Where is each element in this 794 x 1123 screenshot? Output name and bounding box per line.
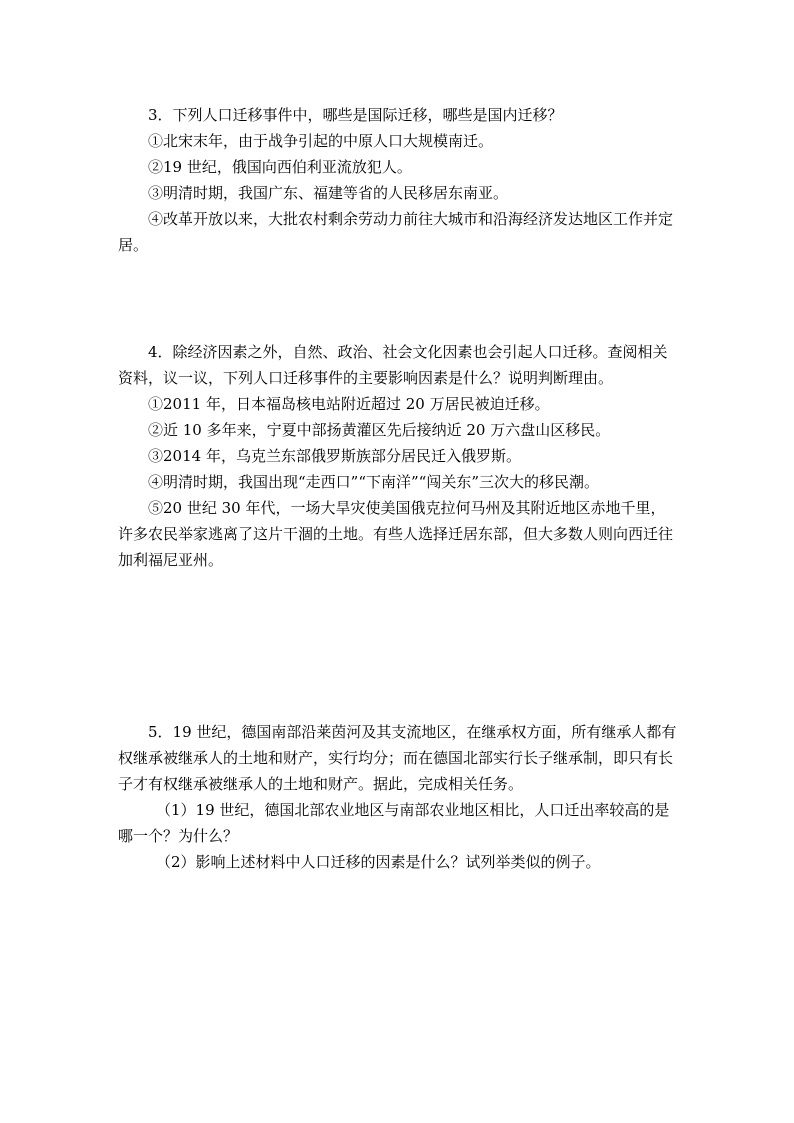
question-4-item-4: ④明清时期，我国出现“走西口”“下南洋”“闯关东”三次大的移民潮。 [148, 473, 600, 491]
question-3-stem: 3．下列人口迁移事件中，哪些是国际迁移，哪些是国内迁移？ [148, 106, 563, 124]
question-3-item-2: ②19 世纪，俄国向西伯利亚流放犯人。 [148, 158, 412, 176]
question-4-item-3: ③2014 年，乌克兰东部俄罗斯族部分居民迁入俄罗斯。 [148, 447, 521, 465]
question-3-item-3: ③明清时期，我国广东、福建等省的人民移居东南亚。 [148, 184, 509, 202]
question-3-item-1: ①北宋末年，由于战争引起的中原人口大规模南迁。 [148, 132, 494, 150]
question-4 [118, 339, 678, 573]
question-5 [118, 719, 678, 875]
question-4-item-2: ②近 10 多年来，宁夏中部扬黄灌区先后接纳近 20 万六盘山区移民。 [148, 421, 611, 439]
question-4-item-5: ⑤20 世纪 30 年代，一场大旱灾使美国俄克拉何马州及其附近地区赤地千里，许多农民举家逃离了这片干涸的土地。有些人选择迁居东部，但大多数人则向西迁往加利福尼亚州。 [118, 499, 674, 569]
question-4-item-1: ①2011 年，日本福岛核电站附近超过 20 万居民被迫迁移。 [148, 395, 550, 413]
question-5-subquestion-1: （1）19 世纪，德国北部农业地区与南部农业地区相比，人口迁出率较高的是哪一个？为什么？ [118, 801, 670, 845]
question-3-item-4: ④改革开放以来，大批农村剩余劳动力前往大城市和沿海经济发达地区工作并定居。 [118, 210, 674, 254]
question-3 [118, 102, 678, 258]
question-4-stem: 4．除经济因素之外，自然、政治、社会文化因素也会引起人口迁移。查阅相关资料，议一议，下列人口迁移事件的主要影响因素是什么？说明判断理由。 [118, 343, 668, 387]
question-5-stem: 5．19 世纪，德国南部沿莱茵河及其支流地区，在继承权方面，所有继承人都有权继承被继承人的土地和财产，实行均分；而在德国北部实行长子继承制，即只有长子才有权继承被继承人的土地和财产。据此，完成相关任务。 [118, 723, 677, 793]
question-5-subquestion-2: （2）影响上述材料中人口迁移的因素是什么？试列举类似的例子。 [156, 853, 601, 871]
